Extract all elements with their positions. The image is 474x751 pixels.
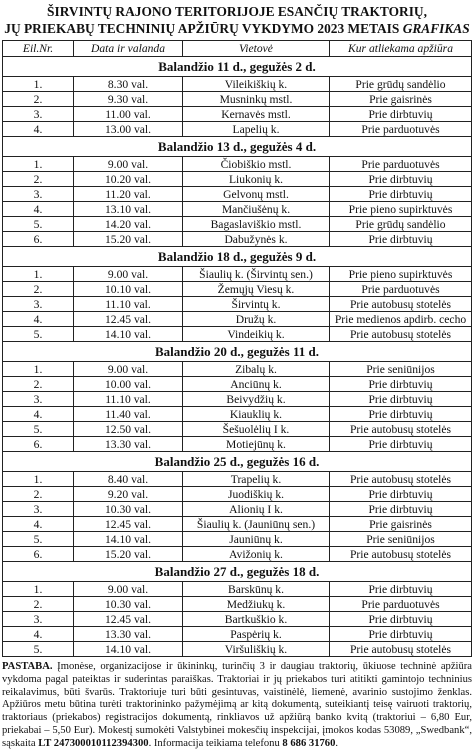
cell-datetime: 9.20 val. bbox=[74, 487, 183, 502]
cell-location: Zibalų k. bbox=[183, 362, 330, 377]
cell-location: Liukonių k. bbox=[183, 172, 330, 187]
cell-number: 4. bbox=[3, 517, 74, 532]
cell-datetime: 13.30 val. bbox=[74, 437, 183, 452]
cell-number: 4. bbox=[3, 202, 74, 217]
cell-location: Musninkų mstl. bbox=[183, 92, 330, 107]
table-row bbox=[3, 232, 472, 247]
cell-number: 4. bbox=[3, 627, 74, 642]
cell-place: Prie dirbtuvių bbox=[330, 437, 472, 452]
table-row bbox=[3, 202, 472, 217]
cell-place: Prie gaisrinės bbox=[330, 517, 472, 532]
cell-number: 2. bbox=[3, 92, 74, 107]
schedule-table bbox=[2, 40, 472, 657]
section-heading-row bbox=[3, 247, 472, 267]
cell-location: Šešuolėlių I k. bbox=[183, 422, 330, 437]
cell-location: Širvintų k. bbox=[183, 297, 330, 312]
cell-number: 1. bbox=[3, 362, 74, 377]
cell-datetime: 10.20 val. bbox=[74, 172, 183, 187]
table-row bbox=[3, 487, 472, 502]
table-row bbox=[3, 407, 472, 422]
note-text-end: . bbox=[335, 737, 339, 749]
cell-place: Prie dirbtuvių bbox=[330, 187, 472, 202]
table-row bbox=[3, 597, 472, 612]
table-row bbox=[3, 122, 472, 137]
cell-datetime: 11.40 val. bbox=[74, 407, 183, 422]
cell-location: Paspėrių k. bbox=[183, 627, 330, 642]
cell-place: Prie dirbtuvių bbox=[330, 612, 472, 627]
table-row bbox=[3, 282, 472, 297]
table-row bbox=[3, 472, 472, 487]
cell-place: Prie dirbtuvių bbox=[330, 377, 472, 392]
cell-place: Prie dirbtuvių bbox=[330, 487, 472, 502]
cell-location: Mančiušėnų k. bbox=[183, 202, 330, 217]
cell-location: Bagaslaviškio mstl. bbox=[183, 217, 330, 232]
cell-datetime: 13.10 val. bbox=[74, 202, 183, 217]
cell-datetime: 11.10 val. bbox=[74, 392, 183, 407]
cell-location: Čiobiškio mstl. bbox=[183, 157, 330, 172]
cell-place: Prie autobusų stotelės bbox=[330, 422, 472, 437]
cell-number: 1. bbox=[3, 472, 74, 487]
cell-number: 6. bbox=[3, 232, 74, 247]
cell-datetime: 11.20 val. bbox=[74, 187, 183, 202]
note-label: PASTABA. bbox=[2, 661, 53, 672]
cell-number: 3. bbox=[3, 297, 74, 312]
note-text-2: . Informacija teikiama telefonu bbox=[148, 737, 283, 749]
cell-datetime: 10.00 val. bbox=[74, 377, 183, 392]
section-heading: Balandžio 11 d., gegužės 2 d. bbox=[3, 57, 472, 77]
title-line-2-italic: GRAFIKAS bbox=[402, 21, 470, 36]
note-phone: 8 686 31760 bbox=[282, 737, 336, 749]
cell-number: 4. bbox=[3, 122, 74, 137]
cell-datetime: 15.20 val. bbox=[74, 547, 183, 562]
cell-place: Prie parduotuvės bbox=[330, 157, 472, 172]
cell-location: Šiaulių k. (Širvintų sen.) bbox=[183, 267, 330, 282]
table-row bbox=[3, 392, 472, 407]
cell-datetime: 12.45 val. bbox=[74, 612, 183, 627]
cell-place: Prie autobusų stotelės bbox=[330, 327, 472, 342]
cell-location: Žemųjų Viesų k. bbox=[183, 282, 330, 297]
cell-location: Vileikiškių k. bbox=[183, 77, 330, 92]
cell-place: Prie parduotuvės bbox=[330, 122, 472, 137]
table-row bbox=[3, 312, 472, 327]
cell-datetime: 13.30 val. bbox=[74, 627, 183, 642]
table-row bbox=[3, 532, 472, 547]
table-row bbox=[3, 172, 472, 187]
cell-datetime: 9.30 val. bbox=[74, 92, 183, 107]
cell-datetime: 14.10 val. bbox=[74, 532, 183, 547]
cell-location: Avižonių k. bbox=[183, 547, 330, 562]
cell-datetime: 12.45 val. bbox=[74, 312, 183, 327]
cell-location: Jauniūnų k. bbox=[183, 532, 330, 547]
cell-location: Bartkuškio k. bbox=[183, 612, 330, 627]
table-row bbox=[3, 422, 472, 437]
cell-place: Prie pieno supirktuvės bbox=[330, 267, 472, 282]
cell-datetime: 10.10 val. bbox=[74, 282, 183, 297]
section-heading: Balandžio 13 d., gegužės 4 d. bbox=[3, 137, 472, 157]
cell-place: Prie dirbtuvių bbox=[330, 502, 472, 517]
cell-location: Juodiškių k. bbox=[183, 487, 330, 502]
cell-datetime: 14.20 val. bbox=[74, 217, 183, 232]
cell-number: 1. bbox=[3, 157, 74, 172]
table-row bbox=[3, 297, 472, 312]
cell-place: Prie medienos apdirb. cecho bbox=[330, 312, 472, 327]
cell-location: Šiaulių k. (Jauniūnų sen.) bbox=[183, 517, 330, 532]
section-heading-row bbox=[3, 452, 472, 472]
cell-datetime: 9.00 val. bbox=[74, 362, 183, 377]
cell-location: Kiauklių k. bbox=[183, 407, 330, 422]
cell-number: 2. bbox=[3, 377, 74, 392]
cell-number: 4. bbox=[3, 312, 74, 327]
cell-number: 6. bbox=[3, 437, 74, 452]
cell-place: Prie dirbtuvių bbox=[330, 172, 472, 187]
cell-datetime: 8.40 val. bbox=[74, 472, 183, 487]
table-row bbox=[3, 327, 472, 342]
document-title bbox=[0, 0, 474, 37]
note-text-1: Įmonėse, organizacijose ir ūkininkų, turinčių 3 ir daugiau traktorių, ūkiuose techninė apžiūra vykdoma pagal pateiktas ir suderintas paraiškas. Traktoriai ir jų priekabos turi atitikti gamintojo techninius reikalavimus, būti švarūs. Traktoriuje turi būti gesintuvas, vaistinėlė, liemenė, avarinio sustojimo ženklas. Apžiūros metu būtina turėti traktorininko pažymėjimą ar kitą dokumentą, suteikiantį teisę vairuoti traktorių, traktoriaus (priekabos) registracijos dokumentą, rinkliavos už apžiūrą banko kvitą (traktoriui – 6,80 Eur, priekabai – 5,50 Eur). Mokestį sumokėti Valstybinei mokesčių inspekcijai, įmokos kodas 53089, „Swedbank“, sąskaita bbox=[2, 661, 472, 749]
table-row bbox=[3, 362, 472, 377]
table-row bbox=[3, 107, 472, 122]
cell-place: Prie grūdų sandėlio bbox=[330, 77, 472, 92]
table-row bbox=[3, 547, 472, 562]
table-row bbox=[3, 627, 472, 642]
cell-location: Gelvonų mstl. bbox=[183, 187, 330, 202]
cell-place: Prie dirbtuvių bbox=[330, 107, 472, 122]
cell-place: Prie dirbtuvių bbox=[330, 407, 472, 422]
cell-place: Prie dirbtuvių bbox=[330, 392, 472, 407]
table-row bbox=[3, 377, 472, 392]
cell-place: Prie seniūnijos bbox=[330, 532, 472, 547]
cell-place: Prie seniūnijos bbox=[330, 362, 472, 377]
cell-number: 3. bbox=[3, 187, 74, 202]
cell-datetime: 12.50 val. bbox=[74, 422, 183, 437]
cell-number: 5. bbox=[3, 327, 74, 342]
column-header-number: Eil.Nr. bbox=[3, 41, 74, 57]
cell-place: Prie parduotuvės bbox=[330, 597, 472, 612]
cell-number: 4. bbox=[3, 407, 74, 422]
cell-number: 2. bbox=[3, 487, 74, 502]
table-row bbox=[3, 642, 472, 657]
schedule-table-body bbox=[3, 41, 472, 657]
title-line-2-prefix: JŲ PRIEKABŲ TECHNINIŲ APŽIŪRŲ VYKDYMO 2023 METAIS bbox=[4, 21, 403, 36]
cell-datetime: 9.00 val. bbox=[74, 157, 183, 172]
table-header-row bbox=[3, 41, 472, 57]
cell-location: Vindeikių k. bbox=[183, 327, 330, 342]
title-line-2 bbox=[0, 20, 474, 37]
section-heading: Balandžio 27 d., gegužės 18 d. bbox=[3, 562, 472, 582]
cell-place: Prie dirbtuvių bbox=[330, 582, 472, 597]
cell-location: Viršuliškių k. bbox=[183, 642, 330, 657]
section-heading-row bbox=[3, 562, 472, 582]
cell-datetime: 13.00 val. bbox=[74, 122, 183, 137]
cell-place: Prie autobusų stotelės bbox=[330, 547, 472, 562]
cell-datetime: 12.45 val. bbox=[74, 517, 183, 532]
table-row bbox=[3, 267, 472, 282]
table-row bbox=[3, 612, 472, 627]
cell-number: 3. bbox=[3, 107, 74, 122]
cell-location: Anciūnų k. bbox=[183, 377, 330, 392]
cell-location: Dabužynės k. bbox=[183, 232, 330, 247]
table-row bbox=[3, 582, 472, 597]
cell-location: Alionių I k. bbox=[183, 502, 330, 517]
cell-place: Prie dirbtuvių bbox=[330, 627, 472, 642]
cell-number: 2. bbox=[3, 172, 74, 187]
cell-place: Prie gaisrinės bbox=[330, 92, 472, 107]
cell-number: 5. bbox=[3, 217, 74, 232]
cell-number: 2. bbox=[3, 282, 74, 297]
cell-location: Motiejūnų k. bbox=[183, 437, 330, 452]
cell-datetime: 11.00 val. bbox=[74, 107, 183, 122]
cell-number: 3. bbox=[3, 392, 74, 407]
cell-datetime: 15.20 val. bbox=[74, 232, 183, 247]
cell-datetime: 9.00 val. bbox=[74, 582, 183, 597]
cell-location: Kernavės mstl. bbox=[183, 107, 330, 122]
cell-location: Beivydžių k. bbox=[183, 392, 330, 407]
cell-location: Trapelių k. bbox=[183, 472, 330, 487]
section-heading: Balandžio 25 d., gegužės 16 d. bbox=[3, 452, 472, 472]
title-line-1: ŠIRVINTŲ RAJONO TERITORIJOJE ESANČIŲ TRAKTORIŲ, bbox=[47, 4, 427, 19]
section-heading-row bbox=[3, 57, 472, 77]
cell-location: Medžiukų k. bbox=[183, 597, 330, 612]
column-header-place: Kur atliekama apžiūra bbox=[330, 41, 472, 57]
section-heading: Balandžio 20 d., gegužės 11 d. bbox=[3, 342, 472, 362]
cell-number: 5. bbox=[3, 422, 74, 437]
cell-datetime: 8.30 val. bbox=[74, 77, 183, 92]
table-row bbox=[3, 77, 472, 92]
cell-number: 5. bbox=[3, 642, 74, 657]
cell-number: 2. bbox=[3, 597, 74, 612]
cell-number: 1. bbox=[3, 77, 74, 92]
cell-place: Prie grūdų sandėlio bbox=[330, 217, 472, 232]
table-row bbox=[3, 217, 472, 232]
cell-number: 3. bbox=[3, 502, 74, 517]
cell-location: Družų k. bbox=[183, 312, 330, 327]
table-row bbox=[3, 437, 472, 452]
cell-place: Prie autobusų stotelės bbox=[330, 472, 472, 487]
note-bank-account: LT 247300010112394300 bbox=[38, 737, 149, 749]
cell-place: Prie autobusų stotelės bbox=[330, 642, 472, 657]
cell-datetime: 10.30 val. bbox=[74, 597, 183, 612]
cell-number: 6. bbox=[3, 547, 74, 562]
section-heading-row bbox=[3, 342, 472, 362]
cell-location: Lapelių k. bbox=[183, 122, 330, 137]
section-heading-row bbox=[3, 137, 472, 157]
table-row bbox=[3, 502, 472, 517]
column-header-datetime: Data ir valanda bbox=[74, 41, 183, 57]
section-heading: Balandžio 18 d., gegužės 9 d. bbox=[3, 247, 472, 267]
table-row bbox=[3, 517, 472, 532]
cell-datetime: 9.00 val. bbox=[74, 267, 183, 282]
cell-number: 3. bbox=[3, 612, 74, 627]
cell-place: Prie parduotuvės bbox=[330, 282, 472, 297]
cell-datetime: 14.10 val. bbox=[74, 327, 183, 342]
cell-datetime: 11.10 val. bbox=[74, 297, 183, 312]
cell-place: Prie pieno supirktuvės bbox=[330, 202, 472, 217]
cell-place: Prie autobusų stotelės bbox=[330, 297, 472, 312]
table-row bbox=[3, 92, 472, 107]
note-paragraph bbox=[2, 661, 472, 751]
cell-datetime: 10.30 val. bbox=[74, 502, 183, 517]
cell-datetime: 14.10 val. bbox=[74, 642, 183, 657]
column-header-location: Vietovė bbox=[183, 41, 330, 57]
table-row bbox=[3, 187, 472, 202]
table-row bbox=[3, 157, 472, 172]
cell-place: Prie dirbtuvių bbox=[330, 232, 472, 247]
cell-number: 1. bbox=[3, 582, 74, 597]
cell-number: 1. bbox=[3, 267, 74, 282]
cell-location: Barskūnų k. bbox=[183, 582, 330, 597]
cell-number: 5. bbox=[3, 532, 74, 547]
